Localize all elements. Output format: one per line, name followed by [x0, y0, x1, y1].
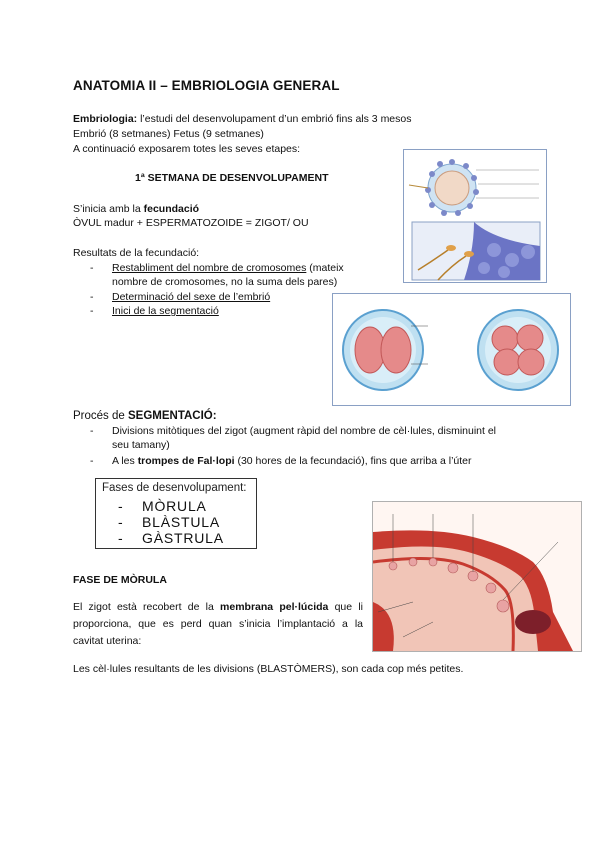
result2-underlined: Determinació del sexe de l’embrió — [112, 291, 271, 303]
blastomeres-line: Les cèl·lules resultants de les divisions (BLASTÒMERS), son cada cop més petites. — [73, 663, 464, 675]
phase-item: - BLÀSTULA — [118, 514, 220, 530]
segmentation-item-2 — [90, 454, 472, 468]
result-item-3 — [90, 304, 219, 318]
bullet-dash: - — [90, 425, 94, 437]
fertilization-figure — [403, 149, 547, 283]
phases-box — [95, 478, 257, 549]
segmentation-label — [73, 409, 217, 423]
phase-item: - MÒRULA — [118, 498, 207, 514]
result-item-1 — [90, 261, 365, 275]
phases-title: Fases de desenvolupament: — [102, 482, 247, 494]
zona-pellucida-term: membrana pel·lúcida — [220, 601, 329, 613]
result1-underlined: Restabliment del nombre de cromosomes — [112, 262, 307, 274]
zygote-division-illustration — [333, 294, 570, 405]
seg-item2-pre: A les — [112, 455, 138, 467]
definition-term: Embriologia: — [73, 113, 138, 125]
implantation-illustration — [373, 502, 581, 651]
bullet-dash: - — [90, 262, 94, 274]
seg-item1-text: Divisions mitòtiques del zigot (augment ràpid del nombre de cèl·lules, disminuint el — [112, 425, 497, 437]
seg-item2-bold: trompes de Fal·lopi — [137, 455, 235, 467]
result-item-1-cont: nombre de cromosomes, no la suma dels pares) — [112, 276, 338, 288]
segmentation-item-1-cont: seu tamany) — [112, 439, 170, 451]
zygote-formula: ÒVUL madur + ESPERMATOZOIDE = ZIGOT/ OU — [73, 217, 309, 229]
morula-paragraph: El zigot està recobert de la membrana pel·lúcida que li proporciona, que es perd quan s’inicia l’implantació a la cavitat uterina: — [73, 601, 363, 647]
phase-item: - GÀSTRULA — [118, 530, 224, 546]
morula-heading: FASE DE MÒRULA — [73, 574, 167, 586]
stages-intro-line: A continuació exposarem totes les seves etapes: — [73, 143, 301, 155]
segmentation-item-1 — [90, 424, 496, 438]
page-title: ANATOMIA II – EMBRIOLOGIA GENERAL — [73, 78, 340, 93]
fertilization-illustration — [404, 150, 546, 282]
definition-line — [73, 112, 412, 126]
embryo-fetus-line: Embrió (8 setmanes) Fetus (9 setmanes) — [73, 128, 264, 140]
fecundation-pre: S’inicia amb la — [73, 203, 144, 215]
bullet-dash: - — [90, 305, 94, 317]
seg-item2-post: (30 hores de la fecundació), fins que arriba a l’úter — [234, 455, 472, 467]
segmentation-term: SEGMENTACIÓ: — [127, 410, 217, 422]
fecundation-term: fecundació — [143, 203, 200, 215]
segmentation-pre: Procés de — [73, 410, 128, 422]
result1-rest: (mateix — [306, 262, 344, 274]
bullet-dash: - — [90, 455, 94, 467]
result3-underlined: Inici de la segmentació — [112, 305, 219, 317]
segmentation-figure — [332, 293, 571, 406]
week1-heading: 1ª SETMANA DE DESENVOLUPAMENT — [135, 172, 329, 184]
definition-text: l’estudi del desenvolupament d’un embrió fins als 3 mesos — [137, 113, 412, 125]
results-label: Resultats de la fecundació: — [73, 247, 200, 259]
fecundation-line — [73, 202, 199, 216]
uterus-figure — [372, 501, 582, 652]
bullet-dash: - — [90, 291, 94, 303]
result-item-2 — [90, 290, 270, 304]
